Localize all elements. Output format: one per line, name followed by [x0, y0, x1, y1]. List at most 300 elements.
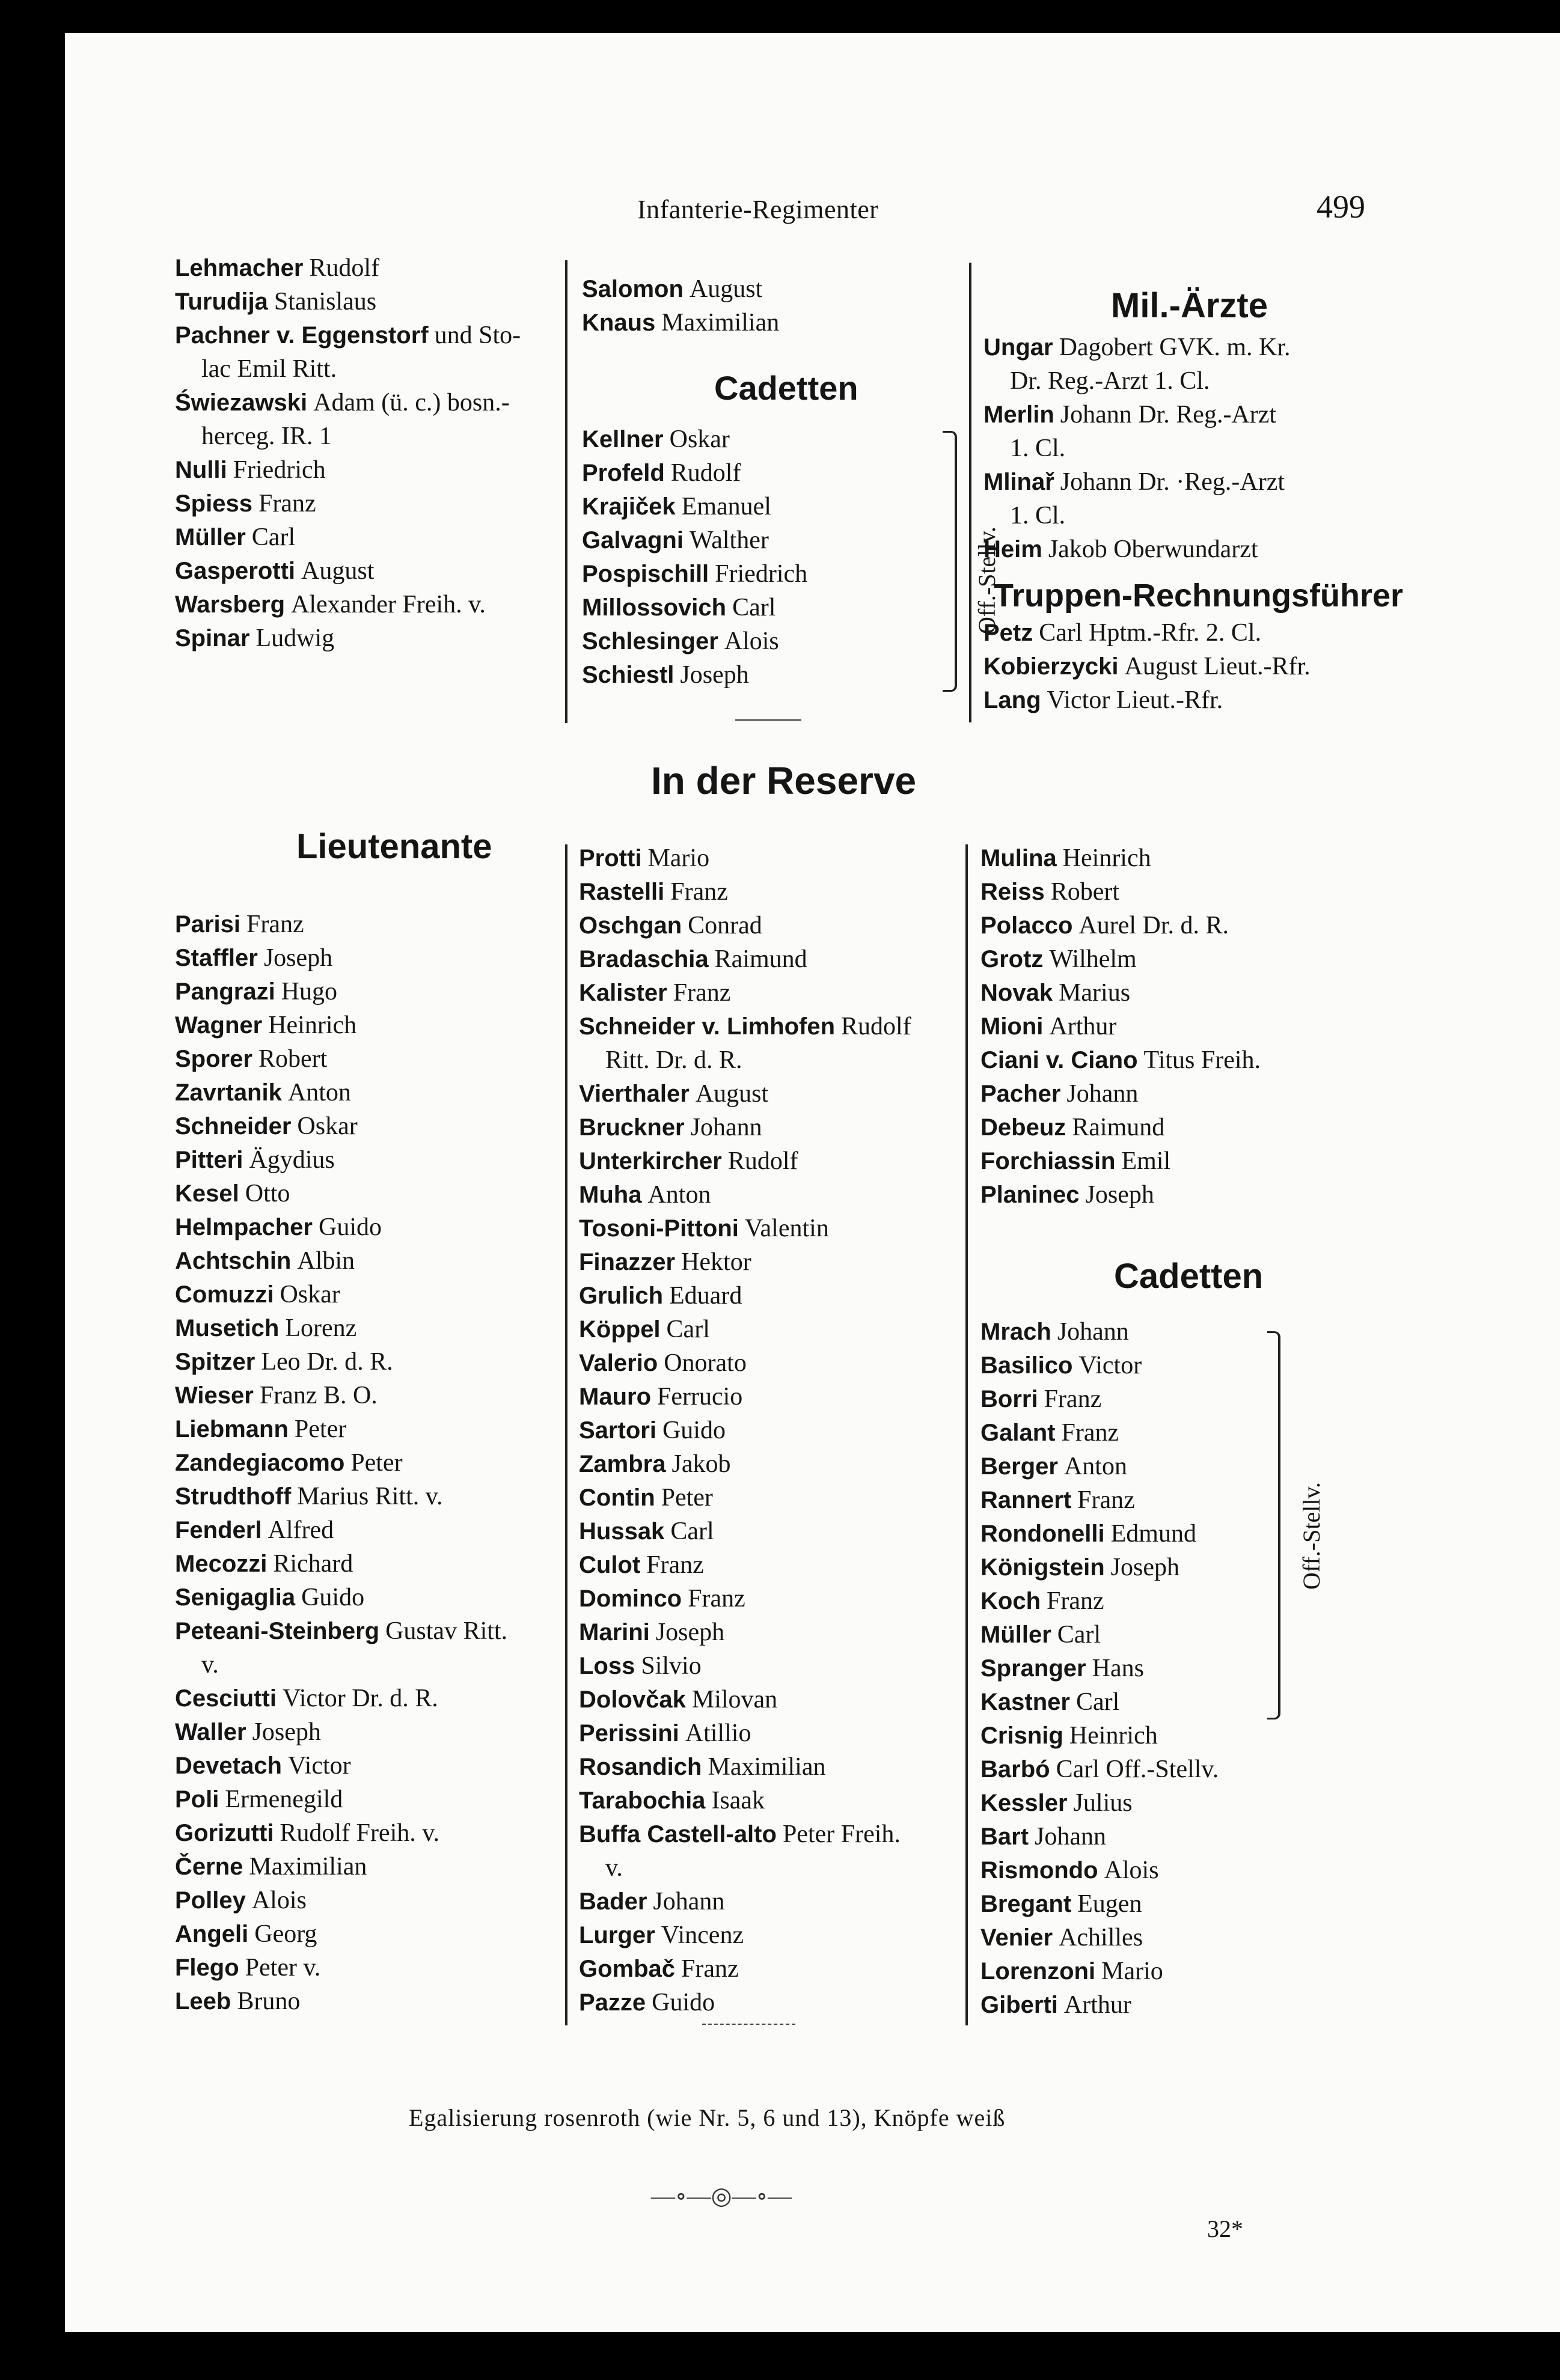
entry-surname: Galant: [980, 1420, 1056, 1446]
list-entry: [579, 1380, 911, 1414]
list-entry: [582, 306, 779, 340]
entry-detail: Joseph: [1085, 1181, 1154, 1209]
cadetten-heading-reserve: Cadetten: [1114, 1257, 1264, 1296]
entry-detail: Carl: [732, 594, 776, 621]
truppen-list: [983, 616, 1311, 717]
entry-surname: Mrach: [980, 1319, 1051, 1345]
entry-detail: Joseph: [263, 944, 333, 972]
entry-detail: Maximilian: [708, 1753, 826, 1781]
entry-surname: Musetich: [175, 1315, 280, 1341]
entry-detail: August Lieut.-Rfr.: [1124, 653, 1311, 680]
list-entry: [175, 1884, 507, 1917]
entry-detail: Alois: [1104, 1857, 1159, 1884]
entry-surname: Schlesinger: [582, 628, 718, 654]
list-entry: [579, 1313, 911, 1346]
entry-surname: Oschgan: [579, 912, 682, 939]
list-entry: [980, 1854, 1219, 1887]
entry-detail: Ägydius: [249, 1146, 335, 1174]
entry-detail: Richard: [273, 1550, 353, 1578]
list-entry: [983, 331, 1291, 364]
entry-detail: Adam (ü. c.) bosn.-: [313, 389, 510, 416]
list-entry: [980, 1551, 1219, 1584]
list-entry: [983, 532, 1291, 566]
entry-detail: Anton: [647, 1181, 711, 1209]
entry-surname: Mecozzi: [175, 1551, 268, 1577]
entry-detail: Victor: [1078, 1352, 1142, 1379]
list-entry: [980, 841, 1261, 875]
list-entry: [579, 1245, 911, 1279]
list-entry: [579, 1548, 911, 1582]
entry-surname: Reiss: [980, 879, 1045, 905]
entry-detail: Vincenz: [661, 1921, 744, 1949]
entry-detail: Jakob Oberwundarzt: [1048, 536, 1258, 563]
list-entry: [175, 1850, 507, 1884]
entry-detail: Rudolf: [309, 254, 380, 282]
entry-detail: Anton: [1063, 1453, 1127, 1480]
entry-detail: Johann Dr. Reg.-Arzt: [1060, 401, 1277, 429]
entry-surname: Planinec: [980, 1182, 1080, 1208]
entry-surname: Rosandich: [579, 1754, 702, 1780]
entry-detail: Hans: [1092, 1655, 1144, 1682]
list-entry: [980, 976, 1261, 1010]
list-entry: [579, 1784, 911, 1817]
entry-detail: Oskar: [297, 1112, 358, 1140]
entry-detail: Johann Dr. ·Reg.-Arzt: [1060, 468, 1285, 496]
list-entry: [175, 1210, 507, 1244]
list-entry: [175, 285, 521, 319]
entry-detail: Albin: [297, 1247, 355, 1275]
list-entry: [579, 1952, 911, 1986]
ornament-icon: —∘—◎—∘—: [651, 2182, 792, 2209]
entry-surname: Leeb: [175, 1988, 231, 2015]
list-entry: [579, 976, 911, 1010]
entry-surname: Zandegiacomo: [175, 1450, 345, 1476]
entry-surname: Spranger: [980, 1655, 1086, 1682]
entry-detail: Carl: [1057, 1621, 1101, 1649]
entry-surname: Profeld: [582, 460, 665, 486]
entry-detail: Joseph: [252, 1718, 321, 1746]
list-entry: [980, 1178, 1261, 1212]
entry-detail: Carl: [670, 1518, 714, 1545]
entry-surname: Zavrtanik: [175, 1079, 282, 1106]
entry-detail: Franz: [1061, 1419, 1119, 1447]
list-entry: [582, 624, 807, 658]
running-title: Infanterie-Regimenter: [637, 195, 879, 224]
entry-continuation: 1. Cl.: [1010, 435, 1066, 462]
entry-surname: Buffa Castell-alto: [579, 1821, 777, 1848]
list-entry: [980, 875, 1261, 909]
entry-surname: Grulich: [579, 1283, 664, 1309]
list-entry: [579, 1716, 911, 1750]
list-entry: [980, 1584, 1219, 1618]
entry-surname: Heim: [983, 536, 1042, 563]
entry-detail: und Sto-: [434, 322, 521, 349]
entry-detail: Johann: [1057, 1318, 1129, 1346]
list-entry: [579, 1010, 911, 1043]
entry-detail: Walther: [689, 526, 769, 554]
entry-detail: Alois: [251, 1887, 307, 1914]
entry-surname: Loss: [579, 1653, 635, 1679]
entry-surname: Grotz: [980, 946, 1044, 972]
entry-detail: Franz: [246, 911, 304, 938]
entry-surname: Finazzer: [579, 1249, 676, 1275]
entry-surname: Pazze: [579, 1989, 646, 2016]
entry-detail: Rudolf: [841, 1013, 911, 1040]
bracket-label-reserve: Off.-Stellv.: [1298, 1482, 1325, 1590]
footer-rule: [702, 2024, 795, 2025]
entry-surname: Salomon: [582, 276, 684, 302]
entry-surname: Pangrazi: [175, 978, 275, 1005]
entry-surname: Cesciutti: [175, 1685, 277, 1712]
entry-detail: Peter: [350, 1449, 403, 1477]
reserve-heading: In der Reserve: [651, 759, 917, 802]
list-entry: [175, 1345, 507, 1379]
entry-detail: Johann: [690, 1114, 762, 1141]
entry-surname: Rismondo: [980, 1857, 1098, 1884]
list-entry: [579, 841, 911, 875]
entry-surname: Novak: [980, 980, 1053, 1006]
entry-detail: Onorato: [664, 1349, 747, 1377]
entry-detail: Emanuel: [681, 493, 771, 520]
entry-detail: Aurel Dr. d. R.: [1078, 912, 1229, 939]
list-entry: [579, 1212, 911, 1245]
entry-surname: Rondonelli: [980, 1521, 1105, 1547]
entry-detail: Johann: [653, 1888, 725, 1915]
entry-surname: Liebmann: [175, 1416, 289, 1442]
top-column-2: [582, 272, 779, 340]
entry-detail: Hugo: [281, 978, 338, 1005]
entry-detail: Franz: [688, 1585, 745, 1613]
reserve-column-3: [980, 841, 1261, 1212]
entry-detail: Guido: [652, 1989, 715, 2016]
entry-surname: Venier: [980, 1924, 1053, 1951]
entry-detail: Johann: [1035, 1823, 1107, 1851]
entry-surname: Gorizutti: [175, 1820, 274, 1846]
entry-surname: Bregant: [980, 1891, 1072, 1917]
list-entry: [980, 1618, 1219, 1652]
entry-detail: Peter v.: [245, 1954, 321, 1982]
list-entry: [175, 520, 521, 554]
entry-surname: Kessler: [980, 1790, 1068, 1816]
list-entry: [175, 453, 521, 487]
entry-surname: Mulina: [980, 845, 1057, 871]
entry-surname: Spitzer: [175, 1349, 255, 1375]
entry-detail: Joseph: [655, 1619, 725, 1646]
entry-surname: Rastelli: [579, 879, 665, 905]
top-column-1: [175, 251, 521, 655]
entry-surname: Comuzzi: [175, 1281, 274, 1308]
entry-detail: Wilhelm: [1049, 945, 1137, 973]
cadetten-bracket-reserve: [1267, 1331, 1280, 1719]
entry-detail: Alexander Freih. v.: [291, 591, 486, 618]
entry-surname: Fenderl: [175, 1517, 262, 1543]
entry-detail: Carl Hptm.-Rfr. 2. Cl.: [1039, 619, 1262, 647]
entry-surname: Kesel: [175, 1180, 239, 1207]
entry-detail: Otto: [245, 1180, 290, 1207]
list-entry: [579, 1750, 911, 1784]
entry-surname: Galvagni: [582, 527, 684, 554]
entry-detail: Ferrucio: [657, 1383, 743, 1411]
entry-surname: Schneider v. Limhofen: [579, 1013, 835, 1040]
entry-detail: Rudolf: [670, 459, 741, 487]
entry-surname: Perissini: [579, 1720, 679, 1747]
entry-surname: Forchiassin: [980, 1148, 1116, 1174]
entry-surname: Bader: [579, 1888, 647, 1915]
list-entry: [980, 1450, 1219, 1483]
entry-detail: Rudolf: [727, 1147, 798, 1175]
entry-detail: Carl Off.-Stellv.: [1056, 1756, 1219, 1783]
entry-detail: Stanislaus: [274, 288, 377, 316]
entry-detail: Heinrich: [1062, 844, 1151, 872]
entry-detail: Franz B. O.: [259, 1382, 378, 1409]
list-entry: [579, 1918, 911, 1952]
aerzte-list: [983, 331, 1291, 566]
entry-surname: Mlinař: [983, 469, 1054, 495]
aerzte-heading: Mil.-Ärzte: [1111, 286, 1268, 325]
list-entry: [175, 1244, 507, 1278]
entry-surname: Müller: [175, 524, 246, 551]
entry-surname: Mioni: [980, 1013, 1044, 1040]
entry-detail: Arthur: [1063, 1991, 1131, 2019]
entry-detail: Atillio: [685, 1719, 751, 1747]
list-entry: [579, 1683, 911, 1716]
list-entry: [582, 456, 807, 490]
list-entry: [980, 1111, 1261, 1144]
column-rule: [565, 844, 567, 2025]
entry-surname: Hussak: [579, 1518, 665, 1545]
entry-surname: Ungar: [983, 334, 1053, 361]
list-entry: [579, 1447, 911, 1481]
entry-detail: Mario: [647, 844, 710, 872]
entry-surname: Lang: [983, 687, 1041, 713]
entry-detail: Peter: [294, 1415, 347, 1443]
entry-surname: Koch: [980, 1588, 1041, 1614]
entry-continuation: Ritt. Dr. d. R.: [605, 1046, 742, 1074]
list-entry: [980, 1483, 1219, 1517]
entry-surname: Kellner: [582, 426, 664, 453]
entry-detail: Leo Dr. d. R.: [261, 1348, 393, 1376]
entry-surname: Millossovich: [582, 594, 727, 621]
entry-detail: Oskar: [280, 1281, 340, 1308]
entry-detail: Franz: [1077, 1486, 1135, 1514]
entry-surname: Schneider: [175, 1113, 292, 1140]
entry-detail: Guido: [318, 1213, 382, 1241]
entry-detail: Silvio: [641, 1652, 702, 1680]
list-entry: [175, 1614, 507, 1648]
entry-detail: Carl: [666, 1316, 710, 1343]
entry-continuation: herceg. IR. 1: [201, 423, 332, 450]
entry-surname: Pacher: [980, 1081, 1061, 1107]
entry-surname: Krajiček: [582, 493, 676, 520]
list-entry: [175, 1783, 507, 1816]
list-entry: [579, 1817, 911, 1851]
list-entry: [980, 1954, 1219, 1988]
list-entry: [579, 1481, 911, 1515]
list-entry: [582, 272, 779, 306]
entry-surname: Nulli: [175, 457, 227, 483]
list-entry: [980, 1077, 1261, 1111]
entry-surname: Strudthoff: [175, 1483, 292, 1510]
entry-surname: Pachner v. Eggenstorf: [175, 322, 429, 349]
list-entry: [175, 1008, 507, 1042]
entry-surname: Kobierzycki: [983, 653, 1119, 680]
entry-surname: Staffler: [175, 945, 258, 971]
entry-surname: Gombač: [579, 1956, 676, 1982]
entry-detail: Heinrich: [1069, 1722, 1158, 1750]
list-entry: [980, 1820, 1219, 1854]
list-entry: [175, 319, 521, 352]
entry-surname: Flego: [175, 1954, 239, 1981]
list-entry: [175, 1177, 507, 1210]
cadetten-heading-top: Cadetten: [714, 369, 858, 407]
entry-detail: Valentin: [744, 1215, 829, 1242]
entry-detail: Marius: [1059, 979, 1131, 1007]
entry-surname: Parisi: [175, 911, 240, 938]
list-entry: [582, 557, 807, 591]
entry-surname: Černe: [175, 1854, 243, 1880]
entry-surname: Merlin: [983, 401, 1054, 428]
list-entry: [582, 423, 807, 456]
entry-surname: Schiestl: [582, 662, 674, 688]
list-entry: [175, 1076, 507, 1109]
list-entry: [983, 398, 1291, 432]
entry-detail: Raimund: [1072, 1114, 1165, 1141]
entry-detail: Friedrich: [233, 456, 326, 484]
entry-surname: Polacco: [980, 912, 1073, 939]
entry-detail: Joseph: [680, 661, 749, 689]
list-entry: [579, 1582, 911, 1616]
list-entry: [175, 1985, 507, 2018]
entry-detail: Conrad: [688, 912, 762, 939]
entry-surname: Polley: [175, 1887, 246, 1914]
list-entry: [175, 251, 521, 285]
entry-surname: Achtschin: [175, 1248, 292, 1274]
reserve-column-2: [579, 841, 911, 2019]
entry-detail: Titus Freih.: [1143, 1046, 1261, 1074]
list-entry: [175, 1682, 507, 1715]
list-entry: [579, 1178, 911, 1212]
list-entry: [980, 1043, 1261, 1077]
entry-surname: Angeli: [175, 1921, 249, 1947]
entry-detail: Johann: [1066, 1080, 1139, 1108]
entry-surname: Ciani v. Ciano: [980, 1047, 1138, 1073]
list-entry: [980, 1786, 1219, 1820]
entry-detail: Hektor: [681, 1248, 751, 1276]
entry-detail: Milovan: [691, 1686, 778, 1713]
list-entry: [175, 1951, 507, 1985]
page: [65, 33, 1560, 2332]
entry-surname: Zambra: [579, 1451, 666, 1477]
entry-detail: Franz: [681, 1955, 739, 1983]
entry-surname: Basilico: [980, 1352, 1073, 1379]
egalisierung-note: Egalisierung rosenroth (wie Nr. 5, 6 und 13), Knöpfe weiß: [409, 2104, 1006, 2131]
list-entry: [579, 1111, 911, 1144]
list-entry: [175, 1379, 507, 1412]
entry-continuation: 1. Cl.: [1010, 502, 1066, 529]
entry-surname: Pospischill: [582, 561, 709, 587]
list-entry: [175, 1547, 507, 1581]
entry-continuation: lac Emil Ritt.: [201, 355, 337, 383]
entry-surname: Kastner: [980, 1689, 1070, 1715]
entry-surname: Giberti: [980, 1992, 1058, 2018]
short-rule: [735, 719, 801, 721]
list-entry: [579, 942, 911, 976]
entry-detail: Ermenegild: [225, 1786, 343, 1813]
list-entry: [579, 909, 911, 942]
entry-detail: Robert: [1050, 878, 1120, 906]
list-entry: [579, 1885, 911, 1918]
list-entry: [175, 1042, 507, 1076]
entry-surname: Tarabochia: [579, 1787, 706, 1814]
list-entry: [980, 1517, 1219, 1551]
entry-surname: Crisnig: [980, 1722, 1063, 1749]
list-entry: [579, 1077, 911, 1111]
list-entry: [175, 1480, 507, 1513]
entry-surname: Petz: [983, 620, 1033, 646]
entry-surname: Gasperotti: [175, 558, 296, 584]
entry-detail: August: [689, 275, 763, 303]
entry-surname: Culot: [579, 1552, 641, 1578]
list-entry: [175, 1143, 507, 1177]
list-entry: [175, 975, 507, 1008]
list-entry: [983, 650, 1311, 683]
entry-surname: Senigaglia: [175, 1584, 296, 1611]
column-rule: [965, 844, 968, 2025]
entry-surname: Helmpacher: [175, 1214, 313, 1240]
entry-surname: Unterkircher: [579, 1148, 722, 1174]
entry-detail: Carl: [1075, 1688, 1120, 1716]
entry-detail: Franz: [258, 490, 316, 517]
column-rule: [969, 263, 971, 722]
entry-detail: Jakob: [671, 1450, 731, 1478]
entry-detail: Edmund: [1110, 1520, 1196, 1548]
entry-detail: Joseph: [1110, 1554, 1180, 1581]
entry-detail: Peter Freih.: [782, 1820, 901, 1848]
list-entry: [579, 1649, 911, 1683]
entry-detail: Emil: [1121, 1147, 1171, 1175]
entry-detail: Julius: [1073, 1789, 1133, 1817]
list-entry: [980, 1988, 1219, 2022]
entry-continuation: v.: [605, 1854, 623, 1882]
list-entry: [175, 1412, 507, 1446]
list-entry: [980, 1382, 1219, 1416]
entry-surname: Świezawski: [175, 389, 308, 416]
list-entry: [980, 909, 1261, 942]
entry-detail: Victor Lieut.-Rfr.: [1047, 686, 1223, 714]
entry-detail: Oskar: [669, 426, 730, 453]
entry-surname: Königstein: [980, 1554, 1105, 1581]
entry-detail: Alois: [724, 627, 779, 655]
entry-detail: Eduard: [669, 1282, 742, 1310]
entry-surname: Dolovčak: [579, 1686, 686, 1713]
list-entry: [983, 465, 1291, 499]
list-entry: [579, 1279, 911, 1313]
entry-detail: Marius Ritt. v.: [297, 1483, 443, 1510]
entry-detail: Isaak: [711, 1787, 765, 1814]
entry-surname: Vierthaler: [579, 1081, 690, 1107]
entry-surname: Müller: [980, 1622, 1051, 1648]
entry-surname: Lorenzoni: [980, 1958, 1096, 1985]
entry-detail: Victor: [287, 1752, 351, 1780]
reserve-column-1: [175, 908, 507, 2018]
list-entry: [175, 588, 521, 621]
entry-detail: Eugen: [1077, 1890, 1142, 1918]
entry-detail: Alfred: [268, 1516, 334, 1544]
list-entry: [579, 1144, 911, 1178]
list-entry: [579, 1616, 911, 1649]
list-entry: [980, 1349, 1219, 1382]
list-entry: [582, 591, 807, 624]
